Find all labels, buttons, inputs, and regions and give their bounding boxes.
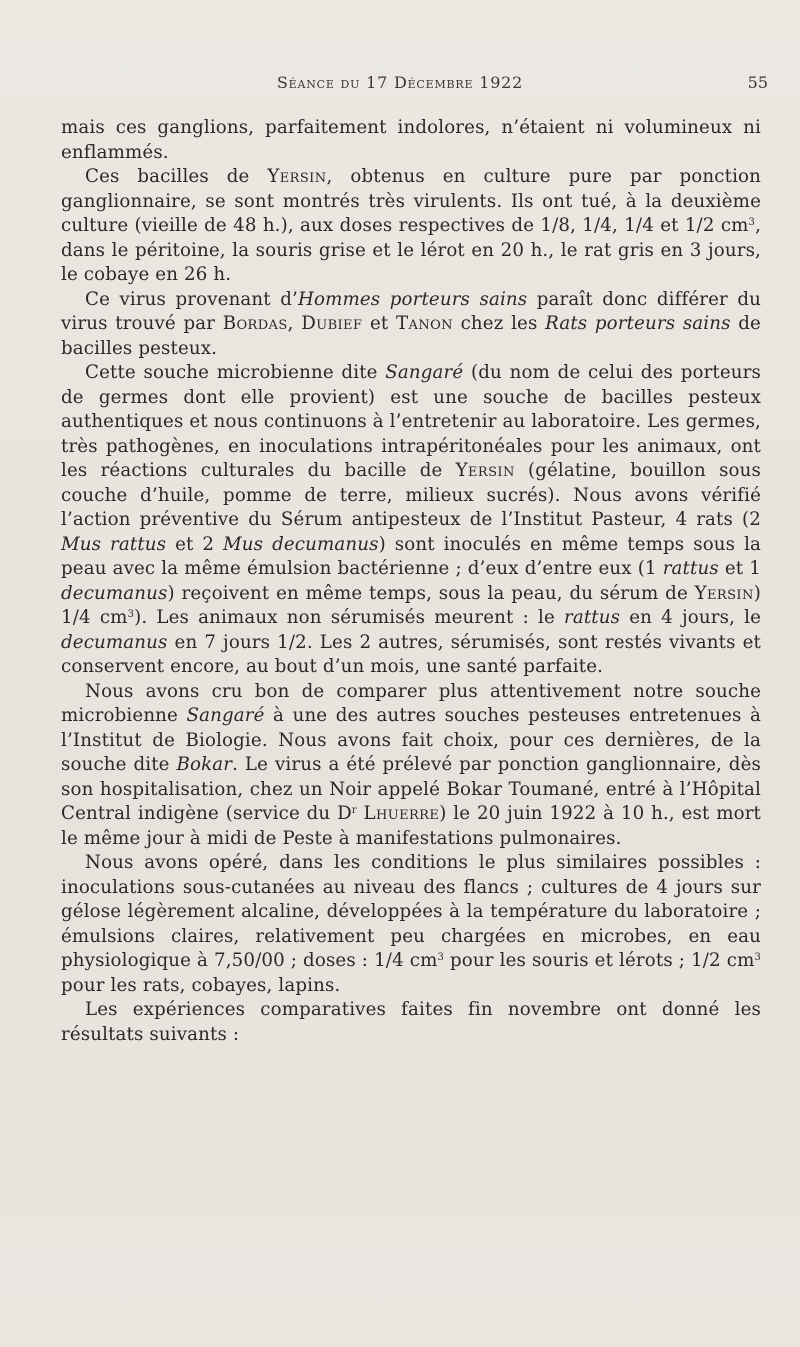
text-run: ) 1/4 cm: [61, 582, 761, 628]
page-header: [0, 73, 800, 97]
text-run: Nous avons cru bon de comparer plus attentivement notre souche microbienne: [61, 680, 761, 726]
paragraph: [61, 116, 761, 165]
text-run: mais ces ganglions, parfaitement indolores, n’étaient ni volumineux ni enflammés.: [61, 117, 761, 163]
italic-text: Rats porteurs sains: [545, 313, 731, 334]
text-run: en 7 jours 1/2. Les 2 autres, sérumisés, sont restés vivants et conservent encore, au bout d’un mois, une santé parfaite.: [61, 631, 761, 677]
paragraph: [61, 165, 761, 288]
paragraph: [61, 288, 761, 362]
paragraph: [61, 851, 761, 998]
text-run: (gélatine, bouillon sous couche d’huile, pomme de terre, milieux sucrés). Nous avons vérifié l’action préventive du Sérum antipesteux de l’Institut Pasteur, 4 rats (2: [61, 460, 762, 530]
italic-text: Mus decumanus: [223, 533, 379, 555]
italic-text: rattus: [564, 607, 621, 628]
text-run: à une des autres souches pesteuses entretenues à l’Institut de Biologie. Nous avons fait choix, pour ces dernières, de la souche dite: [61, 705, 761, 775]
italic-text: Hommes porteurs sains: [297, 288, 528, 310]
text-run: et: [362, 313, 397, 334]
author-name: Bordas: [222, 313, 288, 334]
italic-text: Sangaré: [385, 362, 464, 383]
author-name: Lhuerre: [363, 803, 440, 824]
paragraph: [61, 361, 761, 680]
author-name: Tanon: [396, 313, 453, 334]
italic-text: Bokar: [176, 754, 233, 775]
text-run: Nous avons opéré, dans les conditions le plus similaires possibles : inoculations sous-cutanées au niveau des flancs ; cultures de 4 jours sur gélose légèrement alcaline, développées à la température du laboratoire ; émulsions claires, relativement peu chargées en microbes, en eau physiologique à 7,50/00 ; doses : 1/4 cm: [61, 852, 761, 971]
text-run: pour les souris et lérots ; 1/2 cm: [444, 950, 755, 971]
text-run: . Le virus a été prélevé par ponction ganglionnaire, dès son hospitalisation, chez un Noir appelé Bokar Toumané, entré à l’Hôpital Central indigène (service du D: [61, 754, 761, 824]
paragraph: [61, 680, 761, 852]
paragraph: [61, 998, 761, 1047]
italic-text: Sangaré: [186, 705, 265, 726]
superscript: 3: [748, 217, 756, 228]
running-title: Séance du 17 Décembre 1922: [276, 73, 524, 92]
text-run: pour les rats, cobayes, lapins.: [61, 974, 341, 996]
text-run: et 2: [166, 533, 224, 555]
text-run: Les expériences comparatives faites fin novembre ont donné les résultats suivants :: [61, 999, 761, 1045]
text-run: , obtenus en culture pure par ponction ganglionnaire, se sont montrés très virulents. Ils ont tué, à la deuxième culture (vieille de 48 h.), aux doses respectives de 1/8, 1/4, 1/4 et 1/2 cm: [61, 166, 761, 236]
text-run: Ce virus provenant d’: [85, 288, 298, 310]
author-name: Yersin: [267, 166, 327, 187]
italic-text: decumanus: [61, 582, 168, 604]
text-run: [357, 803, 364, 824]
italic-text: Mus rattus: [61, 533, 167, 555]
text-run: Ces bacilles de: [85, 166, 268, 187]
text-run: ) sont inoculés en même temps sous la peau avec la même émulsion bactérienne ; d’eux d’entre eux (1: [61, 533, 762, 579]
text-run: chez les: [452, 313, 546, 334]
text-run: et 1: [718, 558, 761, 579]
superscript: 3: [437, 952, 445, 963]
author-name: Dubief: [301, 313, 363, 334]
text-run: ). Les animaux non sérumisés meurent : le: [134, 607, 564, 628]
text-run: de bacilles pesteux.: [61, 313, 761, 359]
italic-text: rattus: [662, 558, 719, 579]
text-run: Cette souche microbienne dite: [85, 362, 386, 383]
superscript: r: [351, 805, 357, 816]
text-run: paraît donc différer du virus trouvé par: [61, 288, 761, 334]
body-text: [61, 116, 761, 1047]
text-run: en 4 jours, le: [620, 607, 762, 628]
italic-text: decumanus: [61, 631, 168, 653]
page-number: 55: [747, 73, 768, 92]
superscript: 3: [127, 609, 135, 620]
text-run: , dans le péritoine, la souris grise et le lérot en 20 h., le rat gris en 3 jours, le cobaye en 26 h.: [61, 215, 761, 285]
text-run: (du nom de celui des porteurs de germes dont elle provient) est une souche de bacilles pesteux authentiques et nous continuons à l’entretenir au laboratoire. Les germes, très pathogènes, en inoculations intrapéritonéales pour les animaux, ont les réactions culturales du bacille de: [61, 362, 761, 481]
text-run: ) reçoivent en même temps, sous la peau, du sérum de: [167, 582, 695, 604]
author-name: Yersin: [455, 460, 515, 481]
text-run: ) le 20 juin 1922 à 10 h., est mort le même jour à midi de Peste à manifestations pulmonaires.: [61, 803, 762, 849]
author-name: Yersin: [694, 582, 754, 604]
superscript: 3: [754, 952, 761, 963]
text-run: ,: [287, 313, 302, 334]
